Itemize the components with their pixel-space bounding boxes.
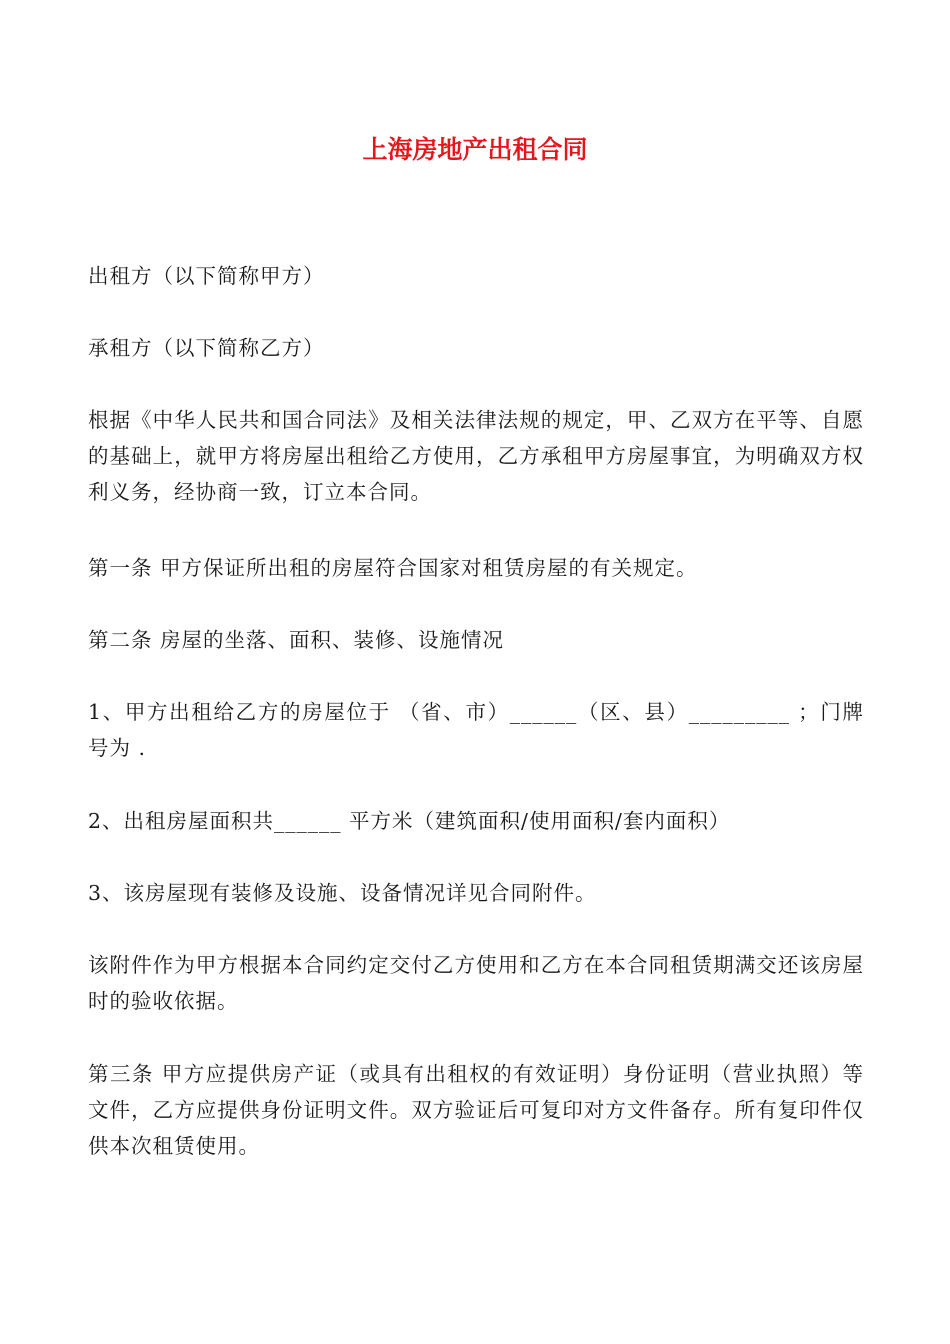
article-2-item-2: 2、出租房屋面积共______ 平方米（建筑面积/使用面积/套内面积） [88, 809, 731, 833]
article-3: 第三条 甲方应提供房产证（或具有出租权的有效证明）身份证明（营业执照）等文件，乙方应提供身份证明文件。双方验证后可复印对方文件备存。所有复印件仅供本次租赁使用。 [88, 1062, 864, 1158]
article-2-item-1: 1、甲方出租给乙方的房屋位于 （省、市）______（区、县）_________ ；门牌号为 . [88, 700, 864, 760]
preamble-paragraph: 根据《中华人民共和国合同法》及相关法律法规的规定，甲、乙双方在平等、自愿的基础上，就甲方将房屋出租给乙方使用，乙方承租甲方房屋事宜，为明确双方权利义务，经协商一致，订立本合同。 [88, 408, 864, 504]
article-2-heading: 第二条 房屋的坐落、面积、装修、设施情况 [88, 628, 505, 652]
lessor-line: 出租方（以下简称甲方） [88, 264, 325, 288]
attachment-paragraph: 该附件作为甲方根据本合同约定交付乙方使用和乙方在本合同租赁期满交还该房屋时的验收依据。 [88, 953, 864, 1013]
document-title: 上海房地产出租合同 [362, 135, 588, 164]
article-2-item-3: 3、该房屋现有装修及设施、设备情况详见合同附件。 [88, 881, 597, 905]
article-1: 第一条 甲方保证所出租的房屋符合国家对租赁房屋的有关规定。 [88, 556, 698, 580]
lessee-line: 承租方（以下简称乙方） [88, 336, 325, 360]
